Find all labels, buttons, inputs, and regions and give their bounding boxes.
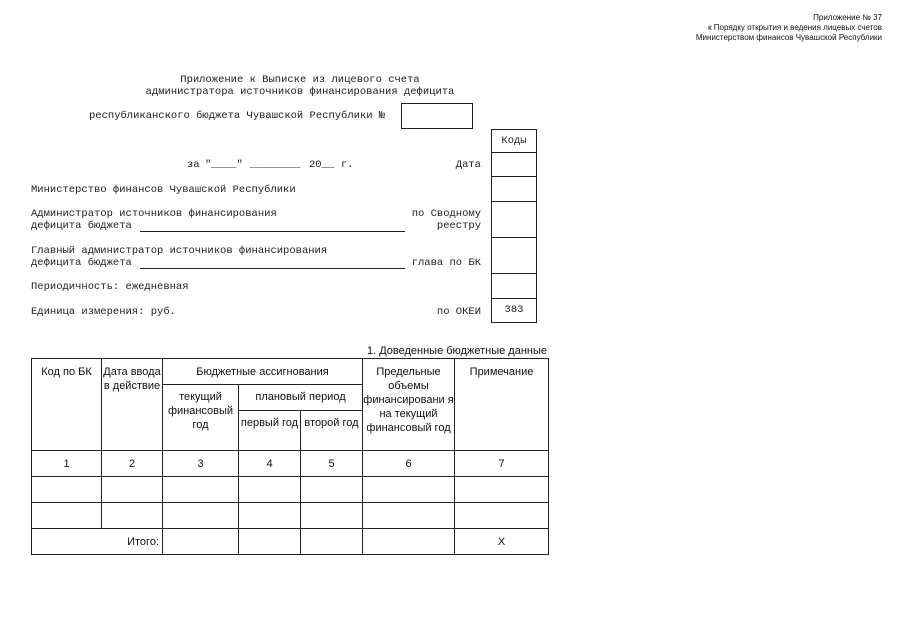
period-year-field[interactable]: 20__ (309, 159, 335, 171)
date-label: Дата (455, 159, 481, 171)
okei-code: 383 (504, 304, 524, 316)
table-cell[interactable] (301, 529, 363, 555)
form-title-line-3: республиканского бюджета Чувашской Республики № (89, 110, 386, 122)
admin-registry-label-1: по Сводному (411, 208, 481, 220)
column-number: 1 (32, 451, 102, 477)
ministry-label: Министерство финансов Чувашской Республики (31, 184, 296, 196)
form-title-line-2: администратора источников финансирования дефицита (145, 86, 455, 98)
periodicity-label: Периодичность: ежедневная (31, 281, 189, 293)
col-header-note: Примечание (455, 359, 549, 451)
table-cell[interactable] (163, 477, 239, 503)
unit-label: Единица измерения: руб. (31, 306, 176, 318)
table-cell[interactable] (301, 503, 363, 529)
main-admin-label-line-1: Главный администратор источников финансирования (31, 245, 328, 257)
code-cell-ministry[interactable] (491, 176, 537, 202)
column-number: 7 (455, 451, 549, 477)
table-row (32, 477, 549, 503)
col-header-first-year: первый год (239, 411, 301, 451)
okei-label: по ОКЕИ (436, 306, 481, 318)
code-cell-periodicity[interactable] (491, 273, 537, 299)
table-cell[interactable] (363, 503, 455, 529)
col-header-limits: Предельные объемы финансировани я на текущий финансовый год (363, 359, 455, 451)
period-year-suffix: г. (341, 159, 354, 171)
admin-name-field[interactable] (140, 231, 405, 232)
table-cell[interactable] (239, 477, 301, 503)
table-row (32, 503, 549, 529)
table-cell[interactable] (301, 477, 363, 503)
col-header-date: Дата ввода в действие (102, 359, 163, 451)
column-number: 3 (163, 451, 239, 477)
table-cell[interactable] (239, 503, 301, 529)
column-number: 6 (363, 451, 455, 477)
table-cell[interactable] (239, 529, 301, 555)
table-cell[interactable] (102, 477, 163, 503)
table-cell[interactable] (363, 529, 455, 555)
main-admin-bk-label: глава по БК (411, 257, 481, 269)
column-number: 5 (301, 451, 363, 477)
admin-registry-label-2: реестру (436, 220, 481, 232)
header-line-1: Приложение № 37 (813, 13, 882, 22)
table-cell[interactable] (163, 529, 239, 555)
total-note: Х (455, 529, 549, 555)
column-number: 4 (239, 451, 301, 477)
admin-label-line-1: Администратор источников финансирования (31, 208, 277, 220)
codes-header-cell (491, 129, 537, 153)
codes-header: Коды (501, 135, 527, 147)
code-cell-registry[interactable] (491, 201, 537, 238)
header-line-2: к Порядку открытия и ведения лицевых счетов (708, 23, 882, 32)
admin-label-line-2: дефицита бюджета (31, 220, 132, 232)
column-number: 2 (102, 451, 163, 477)
main-admin-name-field[interactable] (140, 268, 405, 269)
statement-number-field[interactable] (401, 103, 473, 129)
col-header-assignments: Бюджетные ассигнования (163, 359, 363, 385)
column-numbers-row (32, 451, 549, 477)
total-row (32, 529, 549, 555)
period-za-label: за (187, 159, 200, 171)
main-admin-label-line-2: дефицита бюджета (31, 257, 132, 269)
col-header-current-year: текущий финансовый год (163, 385, 239, 451)
table-cell[interactable] (455, 503, 549, 529)
code-cell-okei (491, 298, 537, 323)
table-cell[interactable] (163, 503, 239, 529)
table-caption: 1. Доведенные бюджетные данные (366, 345, 547, 357)
table-cell[interactable] (455, 477, 549, 503)
col-header-kod-bk: Код по БК (32, 359, 102, 451)
header-line-3: Министерством финансов Чувашской Республики (695, 33, 882, 42)
table-cell[interactable] (32, 477, 102, 503)
table-cell[interactable] (102, 503, 163, 529)
total-label: Итого: (32, 529, 163, 555)
table-cell[interactable] (363, 477, 455, 503)
table-cell[interactable] (32, 503, 102, 529)
col-header-planned-period: плановый период (239, 385, 363, 411)
form-title-line-1: Приложение к Выписке из лицевого счета (180, 74, 420, 86)
period-day-field[interactable]: "____" (205, 159, 243, 171)
budget-data-table (31, 358, 549, 555)
document-header (696, 13, 882, 43)
period-month-field[interactable]: ________ (250, 159, 301, 171)
code-cell-date[interactable] (491, 152, 537, 177)
code-cell-bk[interactable] (491, 237, 537, 274)
col-header-second-year: второй год (301, 411, 363, 451)
